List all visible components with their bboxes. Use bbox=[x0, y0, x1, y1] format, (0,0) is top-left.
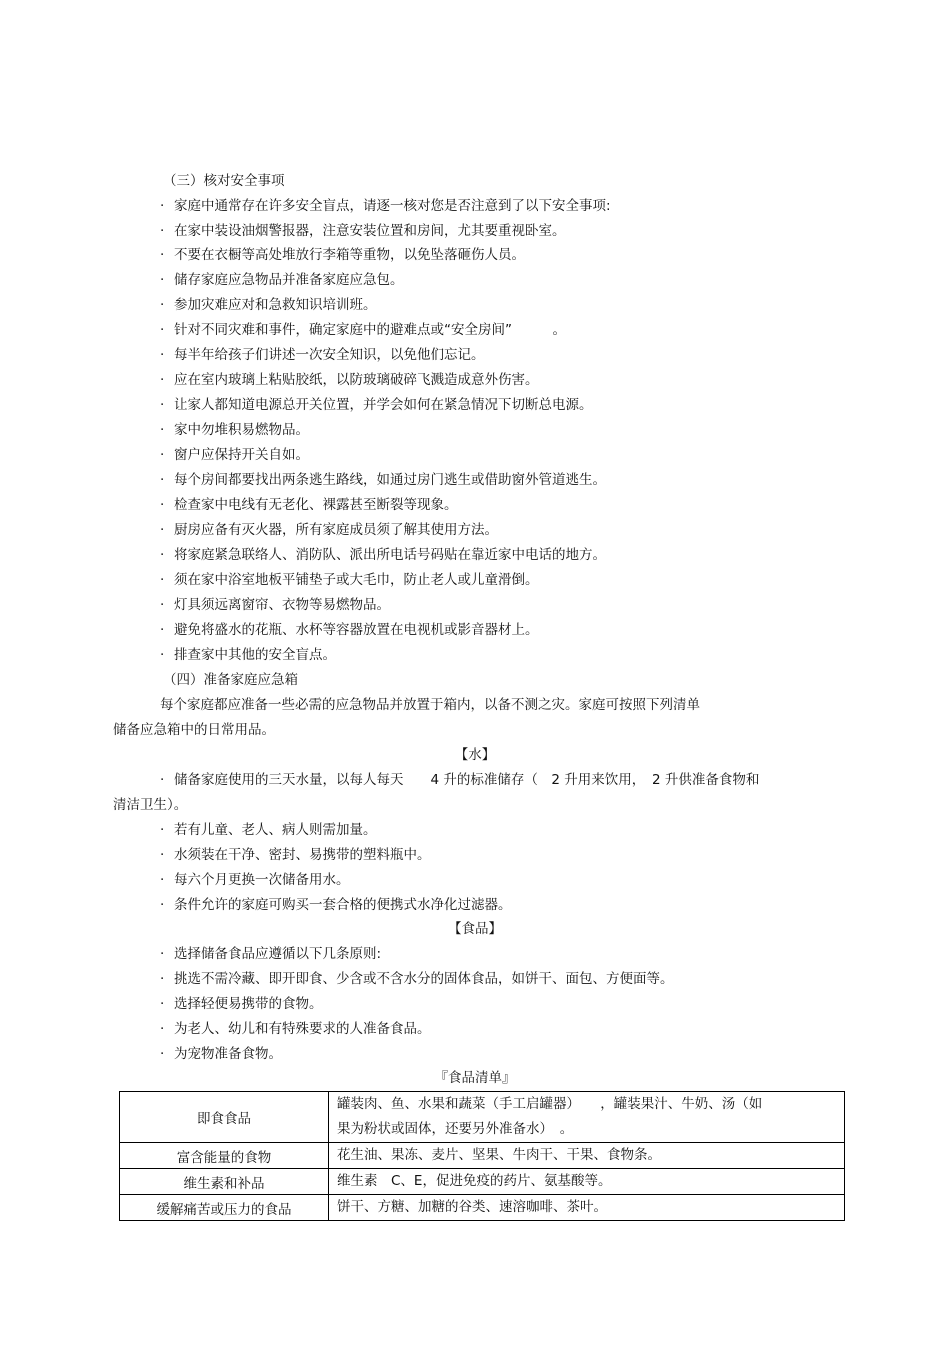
bullet: · bbox=[160, 647, 165, 663]
table-row bbox=[120, 1195, 845, 1221]
section-4-title: （四）准备家庭应急箱 bbox=[163, 672, 298, 688]
bullet: · bbox=[160, 272, 165, 288]
bullet: · bbox=[160, 372, 165, 388]
table-cell-category: 富含能量的食物 bbox=[120, 1143, 329, 1169]
table-row bbox=[120, 1143, 845, 1169]
bullet: · bbox=[160, 572, 165, 588]
bullet: · bbox=[160, 772, 165, 788]
water-heading: 【水】 bbox=[454, 747, 496, 763]
bullet: · bbox=[160, 822, 165, 838]
food-table-title: 『食品清单』 bbox=[434, 1070, 516, 1086]
bullet: · bbox=[160, 422, 165, 438]
bullet: · bbox=[160, 198, 165, 214]
bullet: · bbox=[160, 622, 165, 638]
bullet: · bbox=[160, 247, 165, 263]
table-cell-category: 缓解痛苦或压力的食品 bbox=[120, 1195, 329, 1221]
bullet: · bbox=[160, 322, 165, 338]
bullet: · bbox=[160, 897, 165, 913]
document-page: （三）核对安全事项 · 家庭中通常存在许多安全盲点，请逐一核对您是否注意到了以下安全事项: · 在家中装设油烟警报器，注意安装位置和房间，尤其要重视卧室。 · 不要在衣橱等高处堆放行李箱等重物，以免坠落砸伤人员。 · 储存家庭应急物品并准备家庭应急包。 · 参加灾难应对和急救知识培训班。 · 针对不同灾难和事件，确定家庭中的避难点或“安全房间” 。 · 每半年给孩子们讲述一次安全知识，以免他们忘记。 · 应在室内玻璃上粘贴胶纸，以防玻璃破碎飞溅造成意外伤害。 · 让家人都知道电源总开关位置，并学会如何在紧急情况下切断总电源。 · 家中勿堆积易燃物品。 · 窗户应保持开关自如。 · 每个房间都要找出两条逃生路线，如通过房门逃生或借助窗外管道逃生。 · 检查家中电线有无老化、裸露甚至断裂等现象。 · 厨房应备有灭火器，所有家庭成员须了解其使用方法。 · 将家庭紧急联络人、消防队、派出所电话号码贴在靠近家中电话的地方。 · 须在家中浴室地板平铺垫子或大毛巾，防止老人或儿童滑倒。 · 灯具须远离窗帘、衣物等易燃物品。 · 避免将盛水的花瓶、水杯等容器放置在电视机或影音器材上。 · 排查家中其他的安全盲点。 （四）准备家庭应急箱 每个家庭都应准备一些必需的应急物品并放置于箱内，以备不测之灾。家庭可按照下列清单 储备应急箱中的日常用品。 【水】 · 储备家庭使用的三天水量，以每人每天 4 升的标准储存（ 2 升用来饮用， 2 升供准备食物和 清洁卫生）。 · 若有儿童、老人、病人则需加量。 · 水须装在干净、密封、易携带的塑料瓶中。 · 每六个月更换一次储备用水。 · 条件允许的家庭可购买一套合格的便携式水净化过滤器。 【食品】 · 选择储备食品应遵循以下几条原则: · 挑选不需冷藏、即开即食、少含或不含水分的固体食品，如饼干、面包、方便面等。 · 选择轻便易携带的食物。 · 为老人、幼儿和有特殊要求的人准备食品。 · 为宠物准备食物。 『食品清单』 即食食品 罐装肉、鱼、水果和蔬菜（手工启罐器） ，罐装果汁、牛奶、汤（如 果为粉状或固体，还要另外准备水） 。 富含能量的食物 花生油、果冻、麦片、坚果、牛肉干、干果、食物条。 维生素和补品 维生素 C、E，促进免疫的药片、氨基酸等。 缓解痛苦或压力的食品 饼干、方糖、加糖的谷类、速溶咖啡、茶叶。 bbox=[0, 0, 950, 1345]
bullet: · bbox=[160, 223, 165, 239]
table-cell-items: 罐装肉、鱼、水果和蔬菜（手工启罐器） ，罐装果汁、牛奶、汤（如 果为粉状或固体，还要另外准备水） 。 bbox=[329, 1092, 845, 1143]
bullet: · bbox=[160, 472, 165, 488]
bullet: · bbox=[160, 971, 165, 987]
bullet: · bbox=[160, 522, 165, 538]
food-table bbox=[119, 1091, 845, 1221]
bullet: · bbox=[160, 1021, 165, 1037]
section-3-title: （三）核对安全事项 bbox=[163, 173, 285, 189]
table-cell-items: 饼干、方糖、加糖的谷类、速溶咖啡、茶叶。 bbox=[329, 1195, 845, 1221]
intro-paragraph-line-2: 储备应急箱中的日常用品。 bbox=[113, 722, 275, 738]
table-cell-category: 维生素和补品 bbox=[120, 1169, 329, 1195]
intro-paragraph-line-1: 每个家庭都应准备一些必需的应急物品并放置于箱内，以备不测之灾。家庭可按照下列清单 bbox=[160, 697, 700, 713]
bullet: · bbox=[160, 946, 165, 962]
bullet: · bbox=[160, 996, 165, 1012]
table-cell-items: 花生油、果冻、麦片、坚果、牛肉干、干果、食物条。 bbox=[329, 1143, 845, 1169]
bullet: · bbox=[160, 497, 165, 513]
bullet: · bbox=[160, 447, 165, 463]
table-cell-category: 即食食品 bbox=[120, 1092, 329, 1143]
bullet: · bbox=[160, 597, 165, 613]
bullet: · bbox=[160, 847, 165, 863]
bullet: · bbox=[160, 872, 165, 888]
table-cell-items: 维生素 C、E，促进免疫的药片、氨基酸等。 bbox=[329, 1169, 845, 1195]
bullet: · bbox=[160, 297, 165, 313]
bullet: · bbox=[160, 1046, 165, 1062]
bullet: · bbox=[160, 347, 165, 363]
table-row bbox=[120, 1092, 845, 1143]
table-row bbox=[120, 1169, 845, 1195]
bullet: · bbox=[160, 397, 165, 413]
bullet: · bbox=[160, 547, 165, 563]
food-heading: 【食品】 bbox=[448, 921, 502, 937]
